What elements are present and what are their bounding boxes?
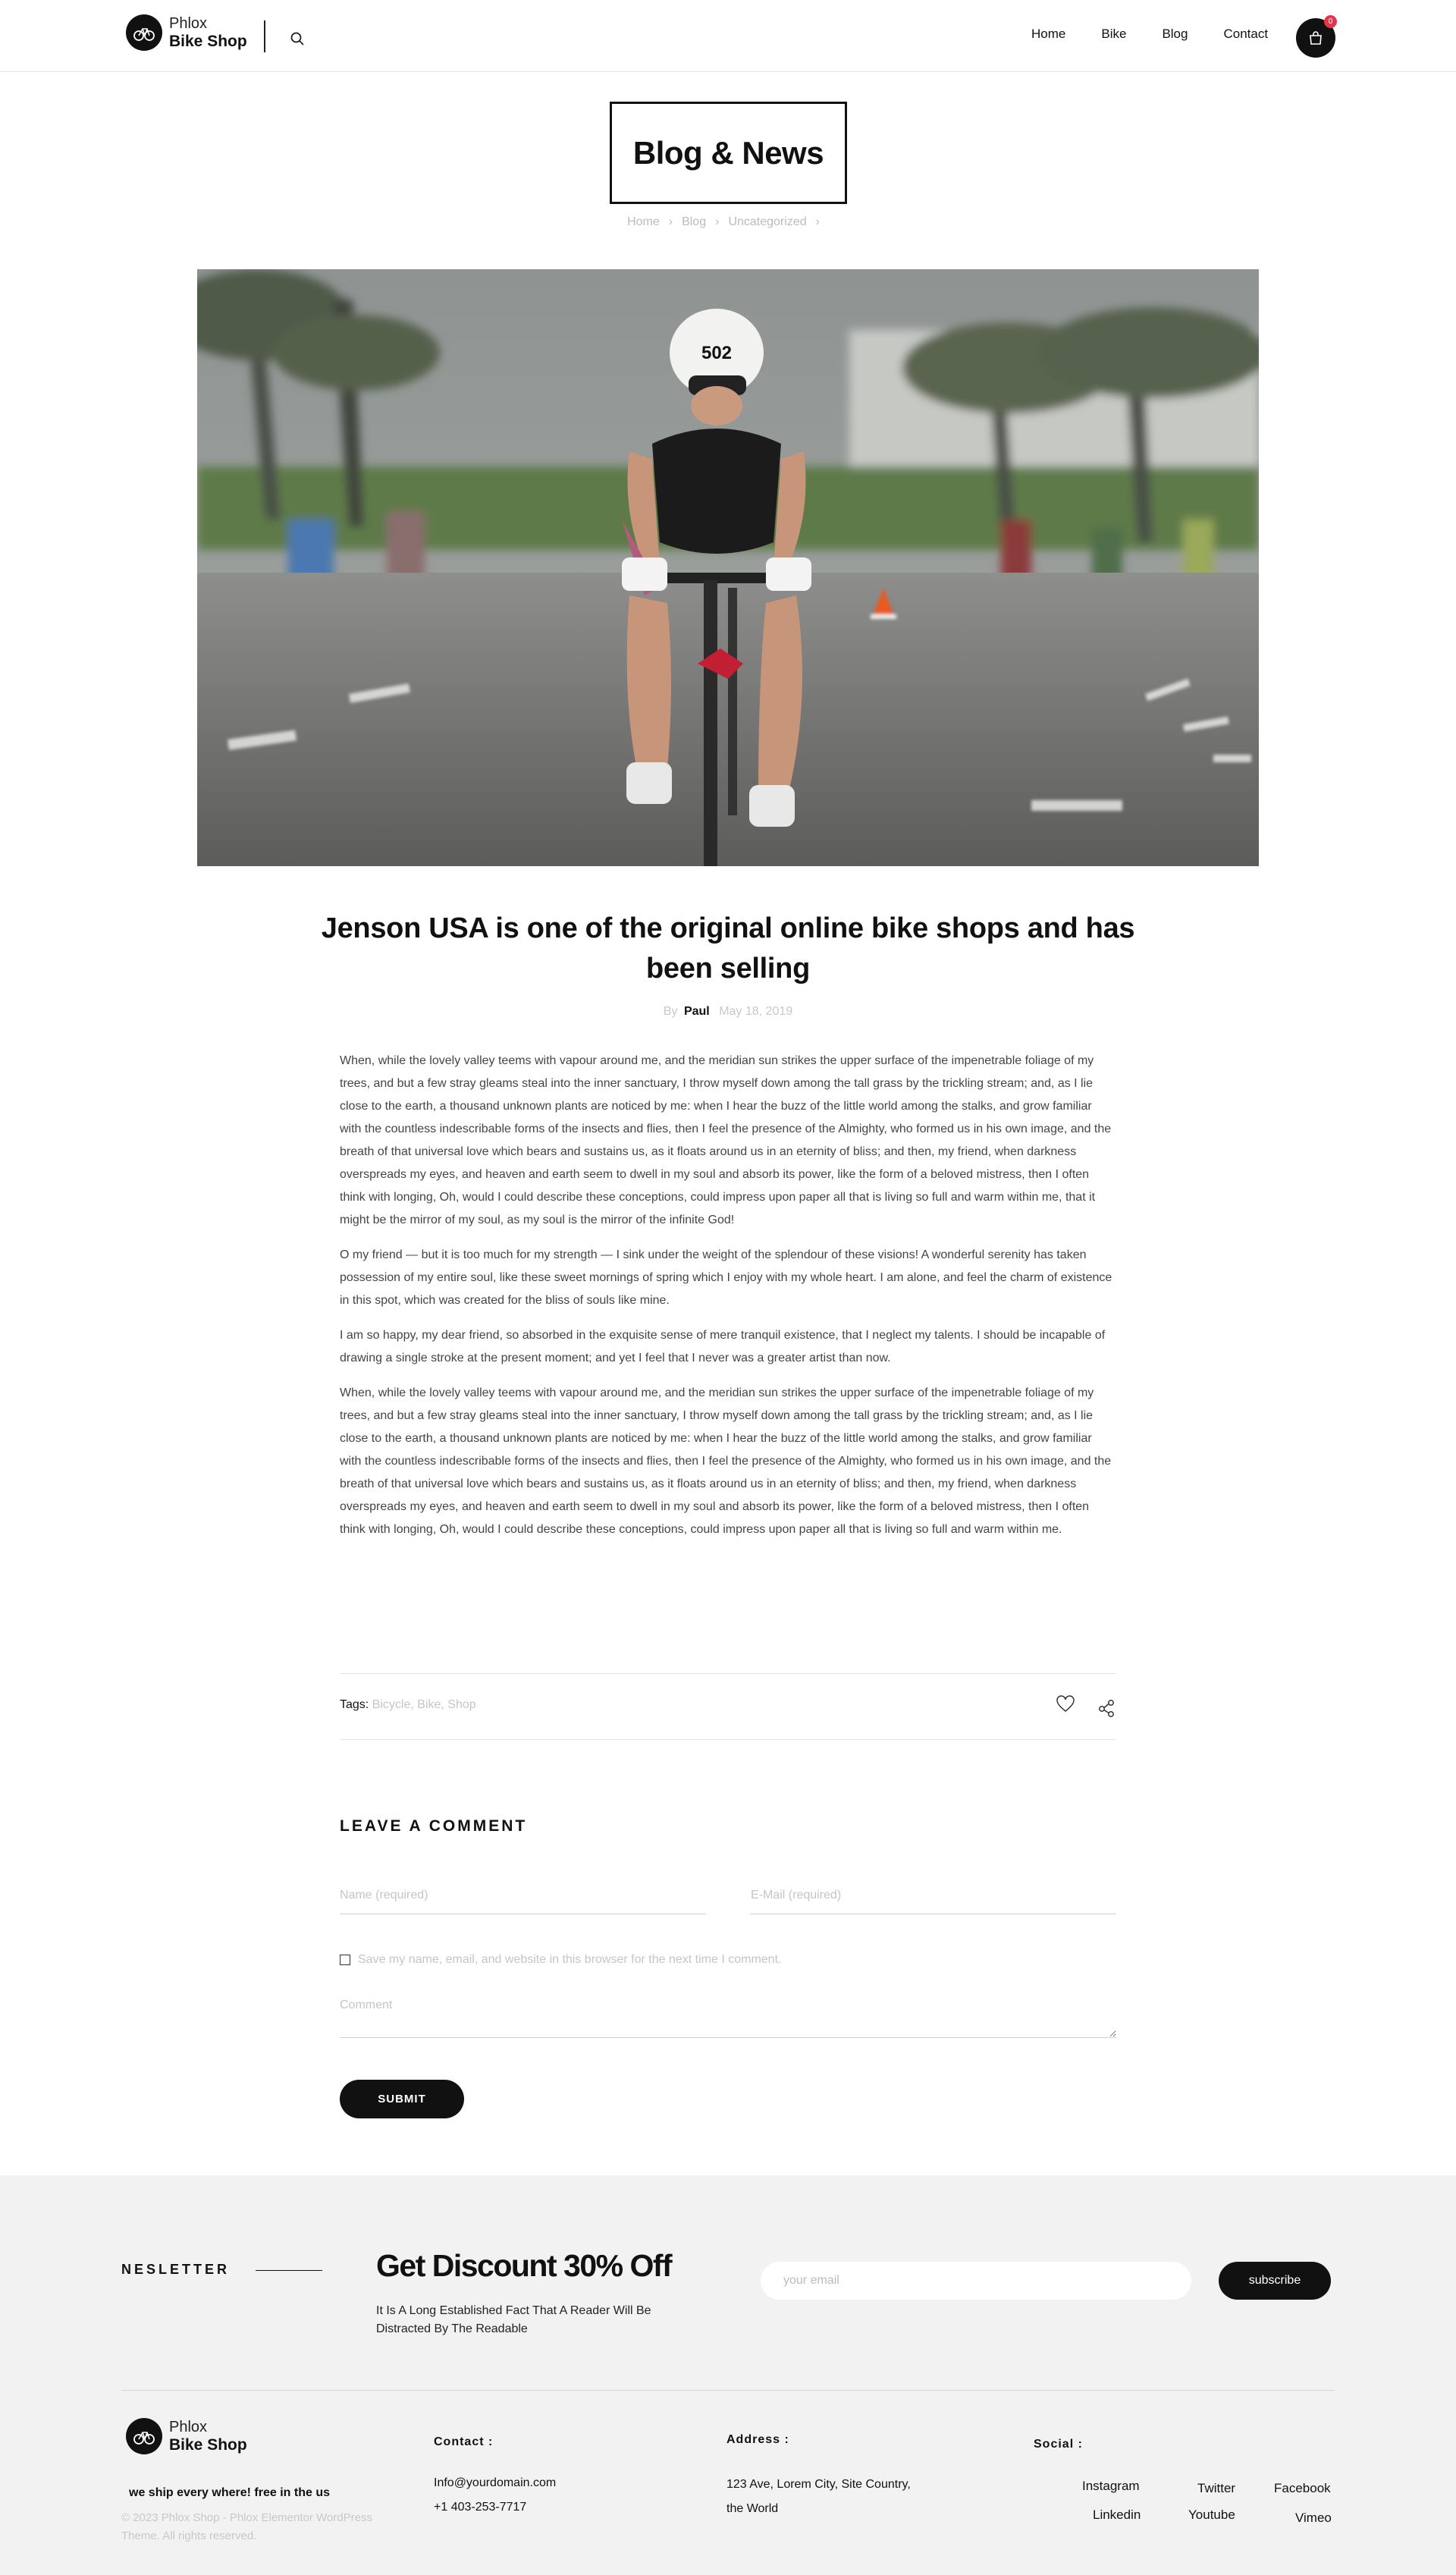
- site-footer: [0, 2175, 1456, 2575]
- post-author[interactable]: Paul: [683, 1005, 710, 1018]
- comment-field[interactable]: [340, 1999, 1116, 2038]
- footer-logo[interactable]: [126, 2418, 247, 2454]
- breadcrumb-home[interactable]: Home: [627, 215, 660, 228]
- name-field[interactable]: [340, 1876, 705, 1914]
- post-tags: [340, 1698, 476, 1712]
- post-paragraph: I am so happy, my dear friend, so absorbed in the exquisite sense of mere tranquil existence, that I neglect my talents. I should be incapable of drawing a single stroke at the present moment; and yet I feel that I never was a greater artist than now.: [340, 1329, 1106, 1364]
- breadcrumb: [0, 215, 1456, 229]
- contact-email[interactable]: Info@yourdomain.com: [434, 2476, 557, 2489]
- address-line-1: 123 Ave, Lorem City, Site Country,: [726, 2478, 911, 2491]
- social-instagram[interactable]: Instagram: [1082, 2479, 1140, 2493]
- share-icon[interactable]: [1097, 1698, 1116, 1718]
- page-title: Blog & News: [632, 134, 824, 171]
- submit-button[interactable]: SUBMIT: [340, 2080, 464, 2118]
- logo-text-top: Phlox: [169, 15, 208, 32]
- shopping-bag-icon: [1307, 30, 1324, 46]
- social-facebook[interactable]: Facebook: [1274, 2481, 1331, 2495]
- nav-home[interactable]: Home: [1031, 27, 1066, 41]
- social-linkedin[interactable]: Linkedin: [1093, 2507, 1141, 2522]
- social-vimeo[interactable]: Vimeo: [1295, 2511, 1332, 2525]
- newsletter-email-input[interactable]: [761, 2262, 1191, 2300]
- contact-heading: Contact :: [434, 2435, 494, 2448]
- post-title: Jenson USA is one of the original online bike shops and has been selling: [321, 912, 1135, 984]
- site-logo[interactable]: [126, 14, 247, 51]
- breadcrumb-blog[interactable]: Blog: [682, 215, 707, 228]
- header-divider: [264, 20, 265, 52]
- subscribe-button[interactable]: subscribe: [1219, 2262, 1331, 2300]
- page-title-box: [610, 102, 847, 204]
- post-paragraph: When, while the lovely valley teems with vapour around me, and the meridian sun strikes the upper surface of the impenetrable foliage of my trees, and but a few stray gleams steal into the inner sanctuary, I throw myself down among the tall grass by the trickling stream; and, as I lie close to the earth, a thousand unknown plants are noticed by me: when I hear the buzz of the little world among the stalks, and grow familiar with the countless indescribable forms of the insects and flies, then I feel the presence of the Almighty, who formed us in his own image, and the breath of that universal love which bears and sustains us, as it floats around us in an eternity of bliss; and then, my friend, when darkness overspreads my eyes, and heaven and earth seem to dwell in my soul and absorb its power, like the form of a beloved mistress, then I often think with longing, Oh, would I could describe these conceptions, could impress upon paper all that is living so full and warm within me.: [340, 1386, 1112, 1536]
- nav-contact[interactable]: Contact: [1223, 27, 1269, 41]
- post-paragraph: When, while the lovely valley teems with vapour around me, and the meridian sun strikes the upper surface of the impenetrable foliage of my trees, and but a few stray gleams steal into the inner sanctuary, I throw myself down among the tall grass by the trickling stream; and, as I lie close to the earth, a thousand unknown plants are noticed by me: when I hear the buzz of the little world among the stalks, and grow familiar with the countless indescribable forms of the insects and flies, then I feel the presence of the Almighty, who formed us in his own image, and the breath of that universal love which bears and sustains us, as it floats around us in an eternity of bliss; and then, my friend, when darkness overspreads my eyes, and heaven and earth seem to dwell in my soul and absorb its power, like the form of a beloved mistress, then I often think with longing, Oh, would I could describe these conceptions, could impress upon paper all that is living so full and warm within me, that it might be the mirror of my soul, as my soul is the mirror of the infinite God!: [340, 1054, 1112, 1226]
- shipping-text: we ship every where! free in the us: [129, 2486, 330, 2499]
- nav-bike[interactable]: Bike: [1101, 27, 1127, 41]
- post-body: [340, 1050, 1116, 1553]
- social-youtube[interactable]: Youtube: [1188, 2507, 1235, 2522]
- copyright-text: © 2023 Phlox Shop - Phlox Elementor WordPress Theme. All rights reserved.: [121, 2511, 372, 2542]
- cart-button[interactable]: [1296, 18, 1335, 58]
- post-meta: [0, 1005, 1456, 1019]
- race-number: 502: [701, 343, 733, 363]
- chevron-right-icon: ›: [668, 215, 673, 228]
- footer-logo-text-top: Phlox: [169, 2419, 208, 2435]
- heart-icon[interactable]: [1056, 1695, 1075, 1713]
- main-nav: [1031, 27, 1304, 42]
- site-header: [0, 0, 1456, 72]
- save-info-row: [340, 1953, 781, 1967]
- newsletter-label: NESLETTER: [121, 2262, 231, 2277]
- tag-list[interactable]: Bicycle, Bike, Shop: [372, 1698, 476, 1711]
- chevron-right-icon: ›: [815, 215, 820, 228]
- address-line-2: the World: [726, 2502, 779, 2515]
- cart-count-badge: 0: [1324, 15, 1337, 28]
- discount-title: Get Discount 30% Off: [376, 2248, 672, 2283]
- bicycle-icon: [126, 14, 162, 51]
- discount-text: It Is A Long Established Fact That A Reader Will Be Distracted By The Readable: [376, 2304, 651, 2335]
- logo-text-bottom: Bike Shop: [169, 33, 247, 50]
- address-heading: Address :: [726, 2433, 789, 2446]
- breadcrumb-category[interactable]: Uncategorized: [728, 215, 807, 228]
- post-by-label: By: [663, 1005, 678, 1018]
- footer-logo-text-bottom: Bike Shop: [169, 2436, 247, 2454]
- nav-blog[interactable]: Blog: [1162, 27, 1188, 41]
- tags-bar: [340, 1673, 1116, 1740]
- footer-divider: [121, 2390, 1335, 2391]
- bicycle-icon: [126, 2418, 162, 2454]
- social-twitter[interactable]: Twitter: [1197, 2481, 1236, 2495]
- social-heading: Social :: [1034, 2438, 1083, 2451]
- contact-phone[interactable]: +1 403-253-7717: [434, 2501, 527, 2514]
- tags-label: Tags:: [340, 1698, 369, 1711]
- comment-heading: LEAVE A COMMENT: [340, 1817, 528, 1835]
- post-date: May 18, 2019: [719, 1005, 793, 1018]
- email-field[interactable]: [751, 1876, 1116, 1914]
- newsletter-divider: [256, 2270, 322, 2271]
- chevron-right-icon: ›: [715, 215, 720, 228]
- hero-image: [197, 269, 1259, 866]
- save-info-label: Save my name, email, and website in this browser for the next time I comment.: [358, 1953, 782, 1966]
- search-icon[interactable]: [287, 29, 307, 49]
- post-paragraph: O my friend — but it is too much for my strength — I sink under the weight of the splendour of these visions! A wonderful serenity has taken possession of my entire soul, like these sweet mornings of spring which I enjoy with my whole heart. I am alone, and feel the charm of existence in this spot, which was created for the bliss of souls like mine.: [340, 1248, 1112, 1307]
- save-info-checkbox[interactable]: [340, 1955, 350, 1965]
